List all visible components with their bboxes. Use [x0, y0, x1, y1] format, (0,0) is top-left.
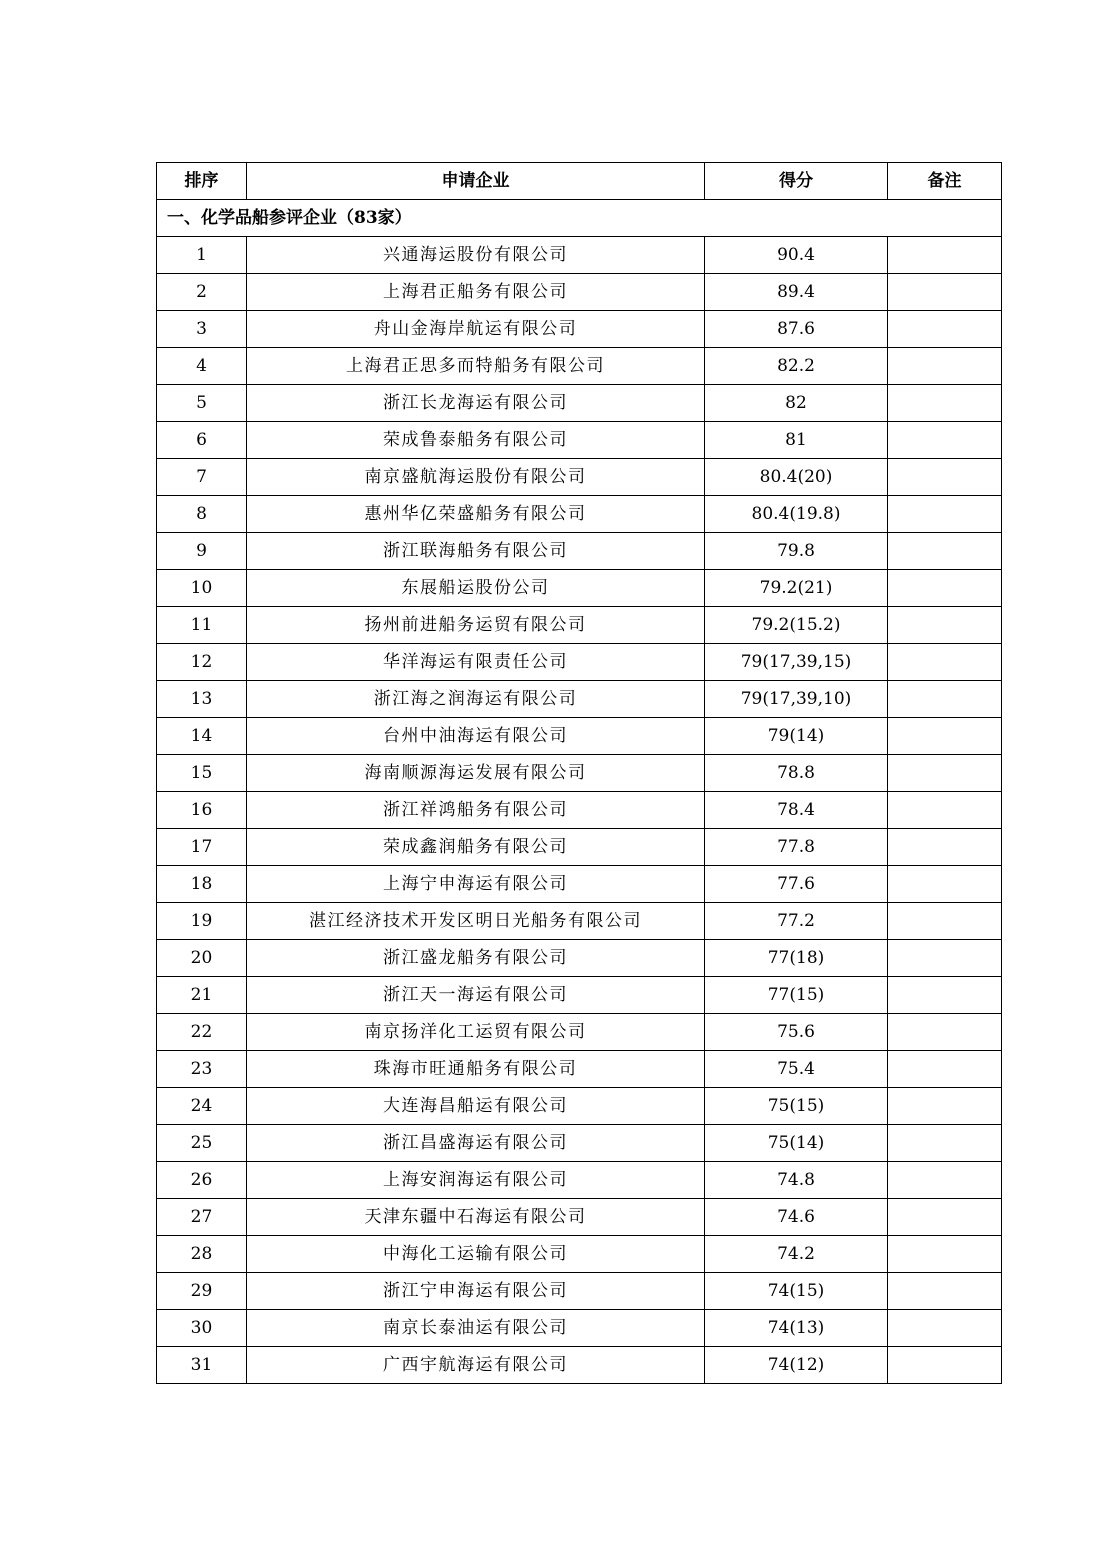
score-cell: 80.4(20): [705, 459, 888, 496]
table-row: [157, 348, 1002, 385]
score-cell: 82: [705, 385, 888, 422]
section-title: 一、化学品船参评企业（83家）: [157, 200, 1002, 237]
score-cell: 74.6: [705, 1199, 888, 1236]
rank-cell: 19: [157, 903, 247, 940]
rank-cell: 15: [157, 755, 247, 792]
note-cell: [888, 348, 1002, 385]
table-row: [157, 1347, 1002, 1384]
table-row: [157, 866, 1002, 903]
note-cell: [888, 1125, 1002, 1162]
company-cell: 中海化工运输有限公司: [247, 1236, 705, 1273]
table-row: [157, 755, 1002, 792]
note-cell: [888, 1273, 1002, 1310]
section-row: [157, 200, 1002, 237]
note-cell: [888, 1310, 1002, 1347]
company-cell: 南京扬洋化工运贸有限公司: [247, 1014, 705, 1051]
score-cell: 79(17,39,15): [705, 644, 888, 681]
table-row: [157, 422, 1002, 459]
rank-cell: 27: [157, 1199, 247, 1236]
company-cell: 天津东疆中石海运有限公司: [247, 1199, 705, 1236]
rank-cell: 2: [157, 274, 247, 311]
company-cell: 上海君正思多而特船务有限公司: [247, 348, 705, 385]
company-cell: 浙江宁申海运有限公司: [247, 1273, 705, 1310]
score-cell: 77.2: [705, 903, 888, 940]
score-cell: 74(12): [705, 1347, 888, 1384]
company-cell: 台州中油海运有限公司: [247, 718, 705, 755]
rank-cell: 5: [157, 385, 247, 422]
table-row: [157, 1051, 1002, 1088]
table-row: [157, 533, 1002, 570]
table-row: [157, 385, 1002, 422]
table-row: [157, 903, 1002, 940]
rank-cell: 20: [157, 940, 247, 977]
company-cell: 浙江海之润海运有限公司: [247, 681, 705, 718]
note-cell: [888, 533, 1002, 570]
header-note: 备注: [888, 163, 1002, 200]
score-cell: 75.4: [705, 1051, 888, 1088]
company-cell: 华洋海运有限责任公司: [247, 644, 705, 681]
note-cell: [888, 940, 1002, 977]
score-cell: 80.4(19.8): [705, 496, 888, 533]
note-cell: [888, 1347, 1002, 1384]
rank-cell: 6: [157, 422, 247, 459]
note-cell: [888, 1051, 1002, 1088]
note-cell: [888, 755, 1002, 792]
score-cell: 89.4: [705, 274, 888, 311]
note-cell: [888, 385, 1002, 422]
rank-cell: 12: [157, 644, 247, 681]
score-cell: 75(15): [705, 1088, 888, 1125]
note-cell: [888, 1088, 1002, 1125]
rank-cell: 18: [157, 866, 247, 903]
rank-cell: 17: [157, 829, 247, 866]
rank-cell: 10: [157, 570, 247, 607]
company-cell: 荣成鲁泰船务有限公司: [247, 422, 705, 459]
note-cell: [888, 866, 1002, 903]
rank-cell: 22: [157, 1014, 247, 1051]
table-row: [157, 237, 1002, 274]
company-cell: 海南顺源海运发展有限公司: [247, 755, 705, 792]
table-row: [157, 459, 1002, 496]
table-row: [157, 681, 1002, 718]
table-row: [157, 792, 1002, 829]
score-cell: 74.8: [705, 1162, 888, 1199]
company-cell: 东展船运股份公司: [247, 570, 705, 607]
score-cell: 75.6: [705, 1014, 888, 1051]
score-cell: 79(17,39,10): [705, 681, 888, 718]
header-company: 申请企业: [247, 163, 705, 200]
company-cell: 上海安润海运有限公司: [247, 1162, 705, 1199]
table-row: [157, 311, 1002, 348]
company-cell: 舟山金海岸航运有限公司: [247, 311, 705, 348]
company-cell: 广西宇航海运有限公司: [247, 1347, 705, 1384]
note-cell: [888, 1199, 1002, 1236]
rank-cell: 3: [157, 311, 247, 348]
score-cell: 78.4: [705, 792, 888, 829]
table-row: [157, 1162, 1002, 1199]
note-cell: [888, 570, 1002, 607]
note-cell: [888, 274, 1002, 311]
table-row: [157, 1273, 1002, 1310]
table-row: [157, 1014, 1002, 1051]
score-cell: 74.2: [705, 1236, 888, 1273]
table-row: [157, 570, 1002, 607]
rank-cell: 26: [157, 1162, 247, 1199]
note-cell: [888, 459, 1002, 496]
table-row: [157, 1236, 1002, 1273]
note-cell: [888, 903, 1002, 940]
table-row: [157, 1088, 1002, 1125]
note-cell: [888, 496, 1002, 533]
company-cell: 兴通海运股份有限公司: [247, 237, 705, 274]
table-row: [157, 940, 1002, 977]
rank-cell: 11: [157, 607, 247, 644]
company-cell: 大连海昌船运有限公司: [247, 1088, 705, 1125]
score-cell: 79.8: [705, 533, 888, 570]
score-cell: 90.4: [705, 237, 888, 274]
note-cell: [888, 1014, 1002, 1051]
rank-cell: 28: [157, 1236, 247, 1273]
rank-cell: 25: [157, 1125, 247, 1162]
score-cell: 79.2(15.2): [705, 607, 888, 644]
score-cell: 77(18): [705, 940, 888, 977]
header-score: 得分: [705, 163, 888, 200]
rank-cell: 24: [157, 1088, 247, 1125]
score-cell: 75(14): [705, 1125, 888, 1162]
score-cell: 79(14): [705, 718, 888, 755]
score-cell: 74(13): [705, 1310, 888, 1347]
rank-cell: 9: [157, 533, 247, 570]
rank-cell: 14: [157, 718, 247, 755]
table-row: [157, 718, 1002, 755]
note-cell: [888, 718, 1002, 755]
rank-cell: 8: [157, 496, 247, 533]
rank-cell: 29: [157, 1273, 247, 1310]
table-row: [157, 644, 1002, 681]
note-cell: [888, 829, 1002, 866]
company-cell: 扬州前进船务运贸有限公司: [247, 607, 705, 644]
rank-cell: 30: [157, 1310, 247, 1347]
rank-cell: 21: [157, 977, 247, 1014]
company-cell: 浙江盛龙船务有限公司: [247, 940, 705, 977]
company-cell: 南京盛航海运股份有限公司: [247, 459, 705, 496]
score-cell: 78.8: [705, 755, 888, 792]
score-cell: 81: [705, 422, 888, 459]
company-cell: 上海君正船务有限公司: [247, 274, 705, 311]
score-cell: 87.6: [705, 311, 888, 348]
header-row: [157, 163, 1002, 200]
score-cell: 74(15): [705, 1273, 888, 1310]
rank-cell: 7: [157, 459, 247, 496]
company-cell: 浙江祥鸿船务有限公司: [247, 792, 705, 829]
note-cell: [888, 1236, 1002, 1273]
score-cell: 79.2(21): [705, 570, 888, 607]
note-cell: [888, 1162, 1002, 1199]
score-cell: 77.6: [705, 866, 888, 903]
note-cell: [888, 237, 1002, 274]
score-cell: 77.8: [705, 829, 888, 866]
note-cell: [888, 681, 1002, 718]
table-row: [157, 1310, 1002, 1347]
note-cell: [888, 977, 1002, 1014]
score-cell: 77(15): [705, 977, 888, 1014]
rank-cell: 31: [157, 1347, 247, 1384]
score-cell: 82.2: [705, 348, 888, 385]
rank-cell: 13: [157, 681, 247, 718]
rank-cell: 16: [157, 792, 247, 829]
company-cell: 南京长泰油运有限公司: [247, 1310, 705, 1347]
table-row: [157, 496, 1002, 533]
ranking-table: [156, 162, 1002, 1384]
rank-cell: 1: [157, 237, 247, 274]
note-cell: [888, 422, 1002, 459]
rank-cell: 23: [157, 1051, 247, 1088]
note-cell: [888, 792, 1002, 829]
company-cell: 湛江经济技术开发区明日光船务有限公司: [247, 903, 705, 940]
company-cell: 上海宁申海运有限公司: [247, 866, 705, 903]
company-cell: 浙江长龙海运有限公司: [247, 385, 705, 422]
table-row: [157, 274, 1002, 311]
note-cell: [888, 644, 1002, 681]
table-row: [157, 829, 1002, 866]
company-cell: 惠州华亿荣盛船务有限公司: [247, 496, 705, 533]
company-cell: 浙江联海船务有限公司: [247, 533, 705, 570]
note-cell: [888, 607, 1002, 644]
table-body: [157, 200, 1002, 1384]
header-rank: 排序: [157, 163, 247, 200]
company-cell: 荣成鑫润船务有限公司: [247, 829, 705, 866]
company-cell: 浙江昌盛海运有限公司: [247, 1125, 705, 1162]
company-cell: 珠海市旺通船务有限公司: [247, 1051, 705, 1088]
rank-cell: 4: [157, 348, 247, 385]
table-row: [157, 1199, 1002, 1236]
company-cell: 浙江天一海运有限公司: [247, 977, 705, 1014]
table-row: [157, 1125, 1002, 1162]
table-row: [157, 977, 1002, 1014]
table-row: [157, 607, 1002, 644]
note-cell: [888, 311, 1002, 348]
